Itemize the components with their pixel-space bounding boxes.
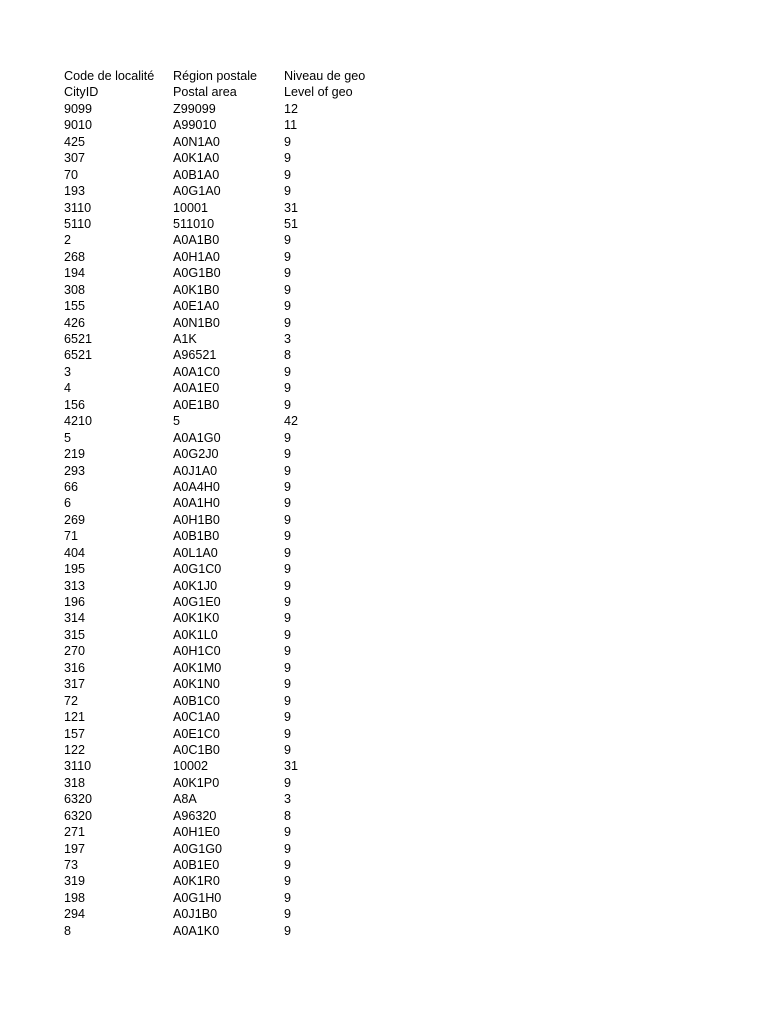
table-row bbox=[64, 923, 404, 939]
city-id-cell: 425 bbox=[64, 134, 86, 149]
postal-area-cell: A0B1B0 bbox=[173, 529, 220, 544]
city-id-cell: 319 bbox=[64, 874, 86, 889]
level-of-geo-cell: 9 bbox=[284, 890, 292, 905]
table-row bbox=[64, 660, 404, 676]
level-of-geo-cell: 9 bbox=[284, 496, 292, 511]
city-id-cell: 6 bbox=[64, 496, 72, 511]
table-row bbox=[64, 216, 404, 232]
table-row bbox=[64, 331, 404, 347]
postal-area-cell: A0A4H0 bbox=[173, 479, 220, 494]
postal-area-cell: A0H1E0 bbox=[173, 825, 220, 840]
table-row bbox=[64, 841, 404, 857]
table-row bbox=[64, 643, 404, 659]
table-row bbox=[64, 906, 404, 922]
level-of-geo-cell: 3 bbox=[284, 332, 292, 346]
city-id-cell: 6521 bbox=[64, 332, 93, 346]
city-id-cell: 72 bbox=[64, 693, 79, 708]
table-row bbox=[64, 101, 404, 117]
table-row bbox=[64, 249, 404, 265]
city-id-cell: 6320 bbox=[64, 808, 93, 823]
table-row bbox=[64, 775, 404, 791]
table-row bbox=[64, 791, 404, 807]
city-id-cell: 9099 bbox=[64, 101, 93, 116]
city-id-cell: 269 bbox=[64, 512, 86, 527]
city-id-cell: 121 bbox=[64, 710, 86, 725]
level-of-geo-cell: 11 bbox=[284, 118, 298, 133]
table-row bbox=[64, 463, 404, 479]
level-of-geo-cell: 9 bbox=[284, 282, 292, 297]
table-row bbox=[64, 150, 404, 166]
city-id-cell: 426 bbox=[64, 315, 86, 330]
table-row bbox=[64, 758, 404, 774]
table-row bbox=[64, 742, 404, 758]
postal-area-cell: A0G1G0 bbox=[173, 841, 223, 856]
postal-area-cell: A0A1H0 bbox=[173, 496, 220, 511]
level-of-geo-cell: 9 bbox=[284, 512, 292, 527]
postal-area-cell: 10001 bbox=[173, 200, 209, 215]
city-id-cell: 314 bbox=[64, 611, 86, 626]
table-row bbox=[64, 364, 404, 380]
table-row bbox=[64, 298, 404, 314]
city-id-cell: 5 bbox=[64, 430, 72, 445]
level-of-geo-cell: 9 bbox=[284, 874, 292, 889]
table-row bbox=[64, 117, 404, 133]
level-of-geo-cell: 9 bbox=[284, 660, 292, 675]
level-of-geo-cell: 51 bbox=[284, 216, 299, 231]
level-of-geo-cell: 9 bbox=[284, 841, 292, 856]
city-id-cell: 197 bbox=[64, 841, 86, 856]
level-of-geo-cell: 9 bbox=[284, 578, 292, 593]
level-of-geo-cell: 8 bbox=[284, 808, 292, 823]
postal-area-cell: A0J1B0 bbox=[173, 907, 218, 922]
city-id-cell: 6320 bbox=[64, 792, 93, 807]
table-row bbox=[64, 167, 404, 183]
level-of-geo-cell: 9 bbox=[284, 299, 292, 314]
city-id-cell: 4 bbox=[64, 381, 72, 396]
data-table bbox=[64, 68, 404, 939]
postal-area-cell: A0E1B0 bbox=[173, 397, 220, 412]
level-of-geo-cell: 9 bbox=[284, 726, 292, 741]
postal-area-cell: A0H1B0 bbox=[173, 512, 220, 527]
level-of-geo-cell: 9 bbox=[284, 923, 292, 938]
table-row bbox=[64, 594, 404, 610]
level-of-geo-cell: 9 bbox=[284, 693, 292, 708]
postal-area-cell: A0G1A0 bbox=[173, 184, 221, 199]
postal-area-cell: A0K1R0 bbox=[173, 874, 220, 889]
table-row bbox=[64, 808, 404, 824]
city-id-cell: 122 bbox=[64, 742, 86, 757]
level-of-geo-cell: 9 bbox=[284, 381, 292, 396]
postal-area-cell: A0J1A0 bbox=[173, 463, 218, 478]
level-of-geo-cell: 9 bbox=[284, 184, 292, 199]
level-of-geo-cell: 9 bbox=[284, 167, 292, 182]
level-of-geo-cell: 9 bbox=[284, 545, 292, 560]
city-id-cell: 66 bbox=[64, 479, 79, 494]
city-id-cell: 193 bbox=[64, 184, 86, 199]
postal-area-cell: Z99099 bbox=[173, 101, 216, 116]
table-row bbox=[64, 265, 404, 281]
table-row bbox=[64, 134, 404, 150]
city-id-cell: 8 bbox=[64, 923, 72, 938]
city-id-cell: 268 bbox=[64, 249, 86, 264]
level-of-geo-cell: 9 bbox=[284, 595, 292, 609]
level-of-geo-cell: 9 bbox=[284, 430, 292, 445]
table-row bbox=[64, 726, 404, 742]
city-id-cell: 294 bbox=[64, 907, 86, 922]
level-of-geo-cell: 9 bbox=[284, 447, 292, 462]
level-of-geo-cell: Niveau de geo bbox=[284, 69, 366, 83]
city-id-cell: 404 bbox=[64, 545, 86, 560]
table-row bbox=[64, 397, 404, 413]
city-id-cell: 316 bbox=[64, 660, 86, 675]
postal-area-cell: A0A1G0 bbox=[173, 430, 221, 445]
postal-area-cell: A0K1N0 bbox=[173, 677, 220, 692]
postal-area-cell: A0A1K0 bbox=[173, 923, 220, 938]
level-of-geo-cell: 9 bbox=[284, 677, 292, 692]
city-id-cell: CityID bbox=[64, 85, 99, 100]
table-row bbox=[64, 282, 404, 298]
table-row bbox=[64, 693, 404, 709]
level-of-geo-cell: 9 bbox=[284, 627, 292, 642]
table-row bbox=[64, 347, 404, 363]
city-id-cell: 3 bbox=[64, 364, 72, 379]
header-row bbox=[64, 68, 404, 84]
postal-area-cell: A0A1C0 bbox=[173, 364, 220, 379]
postal-area-cell: A0K1J0 bbox=[173, 578, 218, 593]
postal-area-cell: A0L1A0 bbox=[173, 545, 218, 560]
postal-area-cell: 511010 bbox=[173, 216, 215, 231]
city-id-cell: 155 bbox=[64, 299, 86, 314]
postal-area-cell: A0B1A0 bbox=[173, 167, 220, 182]
table-body bbox=[64, 101, 404, 939]
postal-area-cell: 10002 bbox=[173, 759, 209, 774]
postal-area-cell: A0H1C0 bbox=[173, 644, 221, 659]
table-row bbox=[64, 578, 404, 594]
level-of-geo-cell: 9 bbox=[284, 364, 292, 379]
postal-area-cell: A1K bbox=[173, 332, 197, 346]
city-id-cell: 198 bbox=[64, 890, 86, 905]
city-id-cell: 308 bbox=[64, 282, 86, 297]
level-of-geo-cell: 9 bbox=[284, 233, 292, 248]
postal-area-cell: A0G1E0 bbox=[173, 595, 221, 609]
level-of-geo-cell: 9 bbox=[284, 397, 292, 412]
postal-area-cell: A8A bbox=[173, 792, 197, 807]
level-of-geo-cell: 9 bbox=[284, 529, 292, 544]
postal-area-cell: A0K1K0 bbox=[173, 611, 220, 626]
city-id-cell: 2 bbox=[64, 233, 72, 248]
city-id-cell: 270 bbox=[64, 644, 86, 659]
level-of-geo-cell: 42 bbox=[284, 414, 299, 429]
header-row bbox=[64, 84, 404, 100]
level-of-geo-cell: 9 bbox=[284, 611, 292, 626]
city-id-cell: 317 bbox=[64, 677, 86, 692]
level-of-geo-cell: 9 bbox=[284, 134, 292, 149]
city-id-cell: 318 bbox=[64, 775, 86, 790]
table-row bbox=[64, 479, 404, 495]
table-row bbox=[64, 183, 404, 199]
city-id-cell: Code de localité bbox=[64, 69, 155, 83]
table-row bbox=[64, 495, 404, 511]
city-id-cell: 9010 bbox=[64, 118, 93, 133]
postal-area-cell: Région postale bbox=[173, 69, 258, 83]
table-row bbox=[64, 315, 404, 331]
table-row bbox=[64, 380, 404, 396]
postal-area-cell: A0H1A0 bbox=[173, 249, 220, 264]
table-row bbox=[64, 824, 404, 840]
table-row bbox=[64, 413, 404, 429]
postal-area-cell: A0K1B0 bbox=[173, 282, 220, 297]
city-id-cell: 6521 bbox=[64, 348, 93, 363]
table-row bbox=[64, 610, 404, 626]
city-id-cell: 70 bbox=[64, 167, 79, 182]
level-of-geo-cell: 9 bbox=[284, 463, 292, 478]
table-row bbox=[64, 857, 404, 873]
postal-area-cell: A0E1A0 bbox=[173, 299, 220, 314]
postal-area-cell: A0C1A0 bbox=[173, 710, 220, 725]
city-id-cell: 195 bbox=[64, 562, 86, 577]
postal-area-cell: A0A1E0 bbox=[173, 381, 220, 396]
level-of-geo-cell: 9 bbox=[284, 315, 292, 330]
postal-area-cell: A0G1C0 bbox=[173, 562, 222, 577]
city-id-cell: 71 bbox=[64, 529, 79, 544]
table-row bbox=[64, 528, 404, 544]
postal-area-cell: A0K1P0 bbox=[173, 775, 220, 790]
level-of-geo-cell: 9 bbox=[284, 710, 292, 725]
table-row bbox=[64, 627, 404, 643]
table-row bbox=[64, 873, 404, 889]
level-of-geo-cell: 31 bbox=[284, 759, 299, 774]
city-id-cell: 156 bbox=[64, 397, 86, 412]
postal-area-cell: A99010 bbox=[173, 118, 217, 133]
level-of-geo-cell: 9 bbox=[284, 775, 292, 790]
postal-area-cell: A0K1L0 bbox=[173, 627, 218, 642]
level-of-geo-cell: 9 bbox=[284, 479, 292, 494]
table-row bbox=[64, 430, 404, 446]
level-of-geo-cell: 9 bbox=[284, 742, 292, 757]
city-id-cell: 196 bbox=[64, 595, 86, 609]
table-row bbox=[64, 512, 404, 528]
level-of-geo-cell: 8 bbox=[284, 348, 292, 363]
postal-area-cell: A0K1M0 bbox=[173, 660, 222, 675]
postal-area-cell: A96320 bbox=[173, 808, 217, 823]
postal-area-cell: A0G1B0 bbox=[173, 266, 221, 281]
level-of-geo-cell: 9 bbox=[284, 562, 292, 577]
city-id-cell: 315 bbox=[64, 627, 86, 642]
postal-area-cell: Postal area bbox=[173, 85, 237, 100]
postal-area-cell: A0E1C0 bbox=[173, 726, 220, 741]
city-id-cell: 73 bbox=[64, 858, 79, 872]
postal-area-cell: A0G1H0 bbox=[173, 890, 222, 905]
level-of-geo-cell: 3 bbox=[284, 792, 292, 807]
city-id-cell: 307 bbox=[64, 151, 86, 166]
table-row bbox=[64, 709, 404, 725]
table-row bbox=[64, 200, 404, 216]
city-id-cell: 293 bbox=[64, 463, 86, 478]
city-id-cell: 3110 bbox=[64, 200, 92, 215]
level-of-geo-cell: 9 bbox=[284, 907, 292, 922]
city-id-cell: 4210 bbox=[64, 414, 93, 429]
table-row bbox=[64, 561, 404, 577]
postal-area-cell: A0N1A0 bbox=[173, 134, 220, 149]
city-id-cell: 219 bbox=[64, 447, 86, 462]
level-of-geo-cell: 9 bbox=[284, 644, 292, 659]
level-of-geo-cell: 9 bbox=[284, 249, 292, 264]
level-of-geo-cell: 9 bbox=[284, 151, 292, 166]
level-of-geo-cell: 9 bbox=[284, 825, 292, 840]
table-row bbox=[64, 890, 404, 906]
city-id-cell: 157 bbox=[64, 726, 86, 741]
city-id-cell: 5110 bbox=[64, 216, 92, 231]
table-row bbox=[64, 545, 404, 561]
table-header bbox=[64, 68, 404, 101]
table-row bbox=[64, 676, 404, 692]
city-id-cell: 271 bbox=[64, 825, 86, 840]
city-id-cell: 3110 bbox=[64, 759, 92, 774]
level-of-geo-cell: 9 bbox=[284, 858, 292, 872]
postal-area-cell: A0B1E0 bbox=[173, 858, 220, 872]
postal-area-cell: A0G2J0 bbox=[173, 447, 219, 462]
city-id-cell: 313 bbox=[64, 578, 86, 593]
table-row bbox=[64, 446, 404, 462]
postal-area-cell: A0A1B0 bbox=[173, 233, 220, 248]
level-of-geo-cell: Level of geo bbox=[284, 85, 353, 100]
city-id-cell: 194 bbox=[64, 266, 86, 281]
level-of-geo-cell: 31 bbox=[284, 200, 299, 215]
postal-area-cell: A0N1B0 bbox=[173, 315, 220, 330]
postal-area-cell: 5 bbox=[173, 414, 181, 429]
postal-area-cell: A0K1A0 bbox=[173, 151, 220, 166]
postal-area-cell: A96521 bbox=[173, 348, 217, 363]
table-row bbox=[64, 232, 404, 248]
level-of-geo-cell: 12 bbox=[284, 101, 299, 116]
postal-area-cell: A0C1B0 bbox=[173, 742, 220, 757]
postal-area-cell: A0B1C0 bbox=[173, 693, 220, 708]
level-of-geo-cell: 9 bbox=[284, 266, 292, 281]
